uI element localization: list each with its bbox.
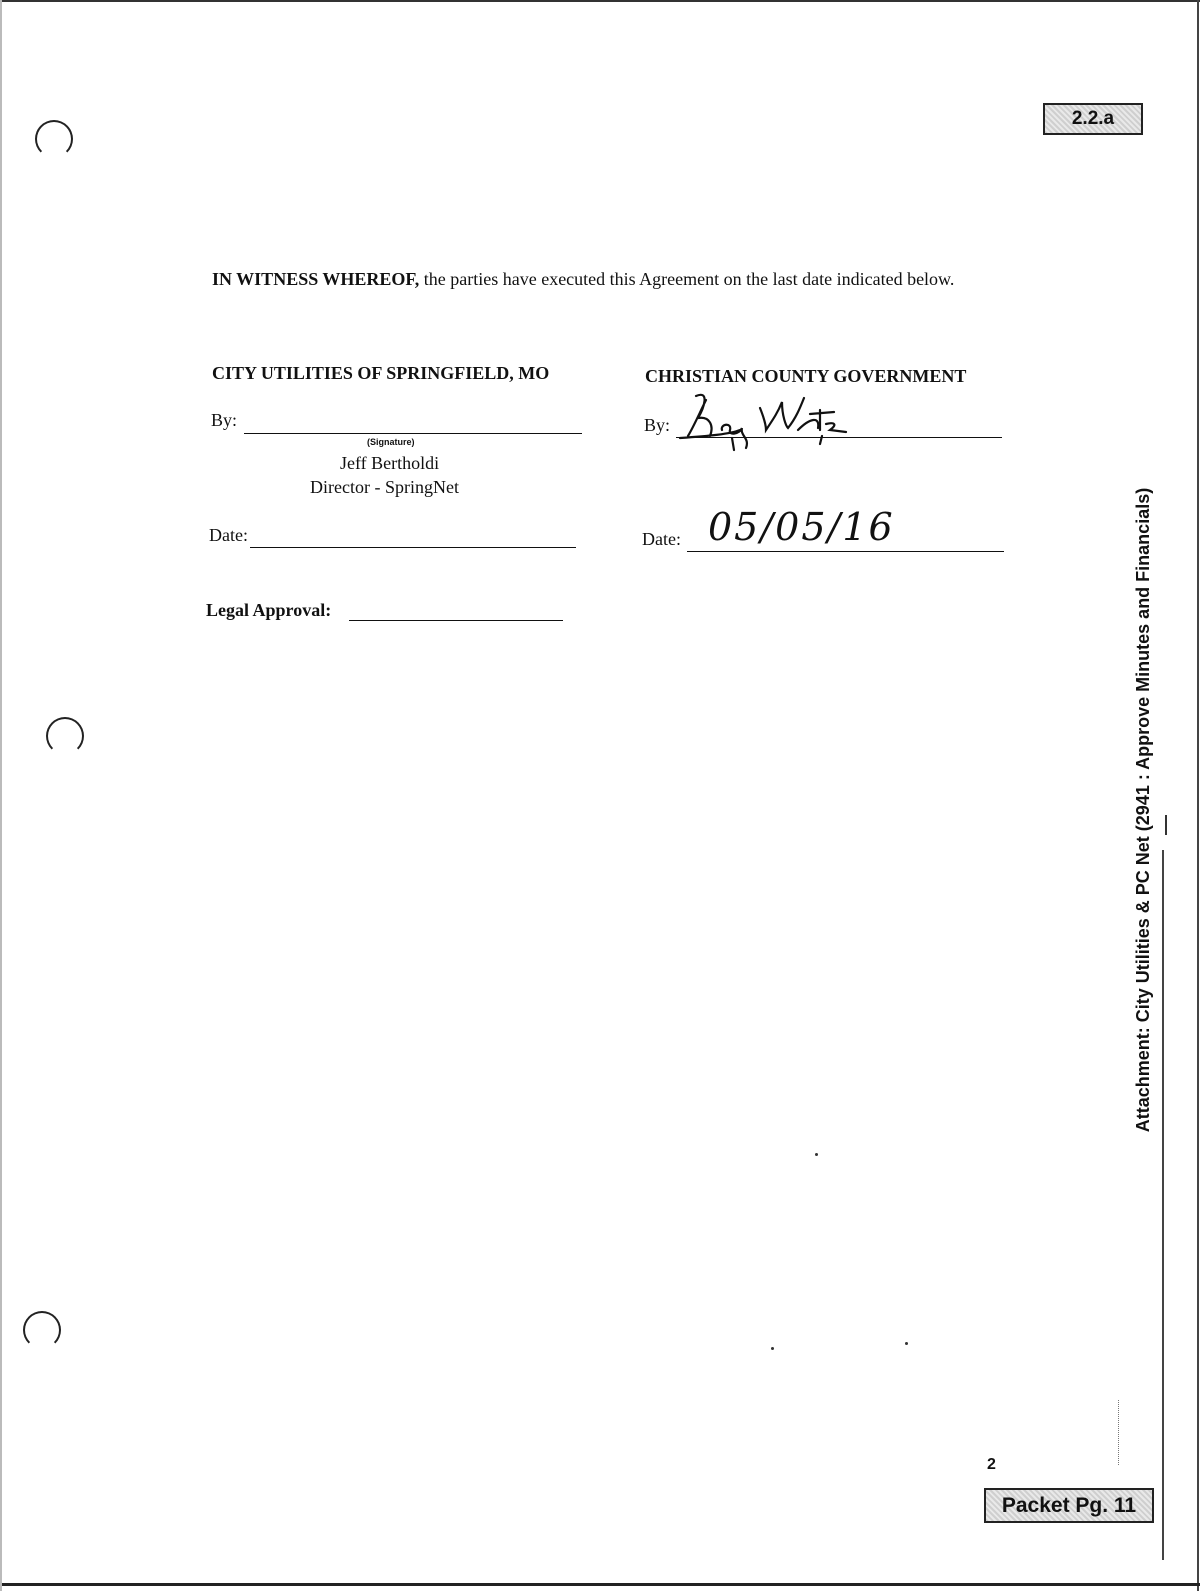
legal-approval-label: Legal Approval: <box>206 600 332 620</box>
scan-edge-left <box>0 0 2 1591</box>
page-number: 2 <box>987 1456 996 1473</box>
scan-speck <box>815 1153 818 1156</box>
scan-edge-right <box>1197 0 1199 1591</box>
left-by-label: By: <box>211 410 238 430</box>
left-date-label: Date: <box>209 525 248 545</box>
right-party-name: CHRISTIAN COUNTY GOVERNMENT <box>645 366 967 386</box>
scan-edge-bottom <box>0 1583 1200 1586</box>
right-date-line <box>687 551 1004 552</box>
attachment-text: Attachment: City Utilities & PC Net (2941 : Approve Minutes and Financials) <box>1133 487 1153 1133</box>
witness-body: the parties have executed this Agreement on the last date indicated below. <box>419 269 955 289</box>
margin-rule <box>1162 850 1164 1560</box>
witness-clause <box>212 268 1027 290</box>
signature-caption: (Signature) <box>367 437 415 447</box>
item-number-stamp: 2.2.a <box>1043 103 1143 135</box>
margin-dotted-rule <box>1118 1400 1120 1465</box>
punch-hole-icon <box>35 120 73 158</box>
punch-hole-icon <box>46 717 84 755</box>
left-signature-line <box>244 433 582 434</box>
scan-edge-top <box>0 0 1200 2</box>
left-party-name: CITY UTILITIES OF SPRINGFIELD, MO <box>212 363 550 383</box>
punch-hole-icon <box>23 1311 61 1349</box>
right-by-label: By: <box>644 415 671 435</box>
packet-page-stamp: Packet Pg. 11 <box>984 1488 1154 1523</box>
right-date-label: Date: <box>642 529 681 549</box>
signer-title: Director - SpringNet <box>310 477 459 497</box>
legal-approval-line <box>349 620 563 621</box>
scan-speck <box>771 1347 774 1350</box>
handwritten-signature <box>670 378 870 458</box>
margin-rule <box>1165 815 1167 835</box>
handwritten-date: 05/05/16 <box>708 505 895 549</box>
left-date-line <box>250 547 576 548</box>
scan-speck <box>905 1342 908 1345</box>
signer-name: Jeff Bertholdi <box>340 453 440 473</box>
witness-lead: IN WITNESS WHEREOF, <box>212 269 420 289</box>
